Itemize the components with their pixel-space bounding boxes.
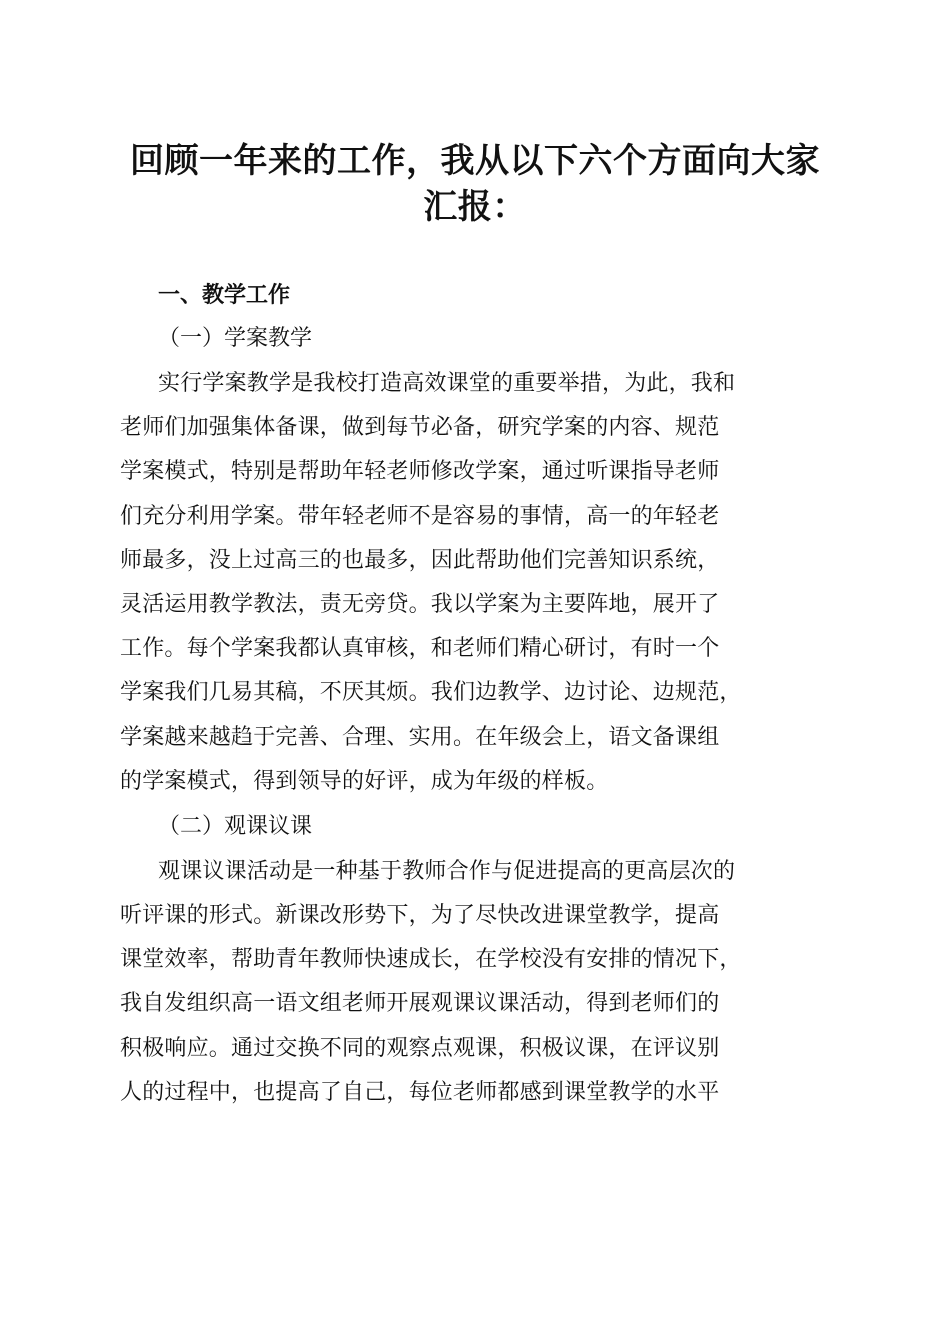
paragraph-line: 灵活运用教学教法，责无旁贷。我以学案为主要阵地，展开了 — [120, 591, 720, 617]
paragraph-line: 课堂效率，帮助青年教师快速成长，在学校没有安排的情况下， — [120, 947, 742, 973]
paragraph-line: 积极响应。通过交换不同的观察点观课，积极议课，在评议别 — [120, 1035, 720, 1061]
title-line-1: 回顾一年来的工作，我从以下六个方面向大家 — [130, 141, 820, 181]
paragraph-line: 学案模式，特别是帮助年轻老师修改学案，通过听课指导老师 — [120, 459, 720, 485]
paragraph-case-teaching — [120, 362, 832, 804]
paragraph-line: 人的过程中，也提高了自己，每位老师都感到课堂教学的水平 — [120, 1079, 720, 1105]
paragraph-line: 工作。每个学案我都认真审核，和老师们精心研讨，有时一个 — [120, 636, 720, 662]
paragraph-lesson-observation — [120, 850, 832, 1115]
document-title — [110, 138, 840, 230]
paragraph-line: 听评课的形式。新课改形势下，为了尽快改进课堂教学，提高 — [120, 903, 720, 929]
title-line-2: 汇报： — [423, 187, 527, 227]
subsection-heading-case-teaching: （一）学案教学 — [158, 326, 313, 351]
paragraph-line: 学案越来越趋于完善、合理、实用。在年级会上，语文备课组 — [120, 724, 720, 750]
paragraph-line: 师最多，没上过高三的也最多，因此帮助他们完善知识系统， — [120, 547, 720, 573]
paragraph-line: 学案我们几易其稿，不厌其烦。我们边教学、边讨论、边规范， — [120, 680, 742, 706]
paragraph-line: 观课议课活动是一种基于教师合作与促进提高的更高层次的 — [158, 858, 736, 884]
paragraph-line: 我自发组织高一语文组老师开展观课议课活动，得到老师们的 — [120, 991, 720, 1017]
paragraph-line: 实行学案教学是我校打造高效课堂的重要举措，为此，我和 — [158, 371, 736, 396]
document-body — [120, 276, 832, 1115]
paragraph-line: 老师们加强集体备课，做到每节必备，研究学案的内容、规范 — [120, 415, 720, 441]
paragraph-line: 们充分利用学案。带年轻老师不是容易的事情，高一的年轻老 — [120, 503, 720, 529]
paragraph-line: 的学案模式，得到领导的好评，成为年级的样板。 — [120, 768, 609, 794]
subsection-heading-lesson-observation: （二）观课议课 — [158, 813, 313, 839]
section-heading-teaching-work: 一、教学工作 — [158, 283, 291, 308]
